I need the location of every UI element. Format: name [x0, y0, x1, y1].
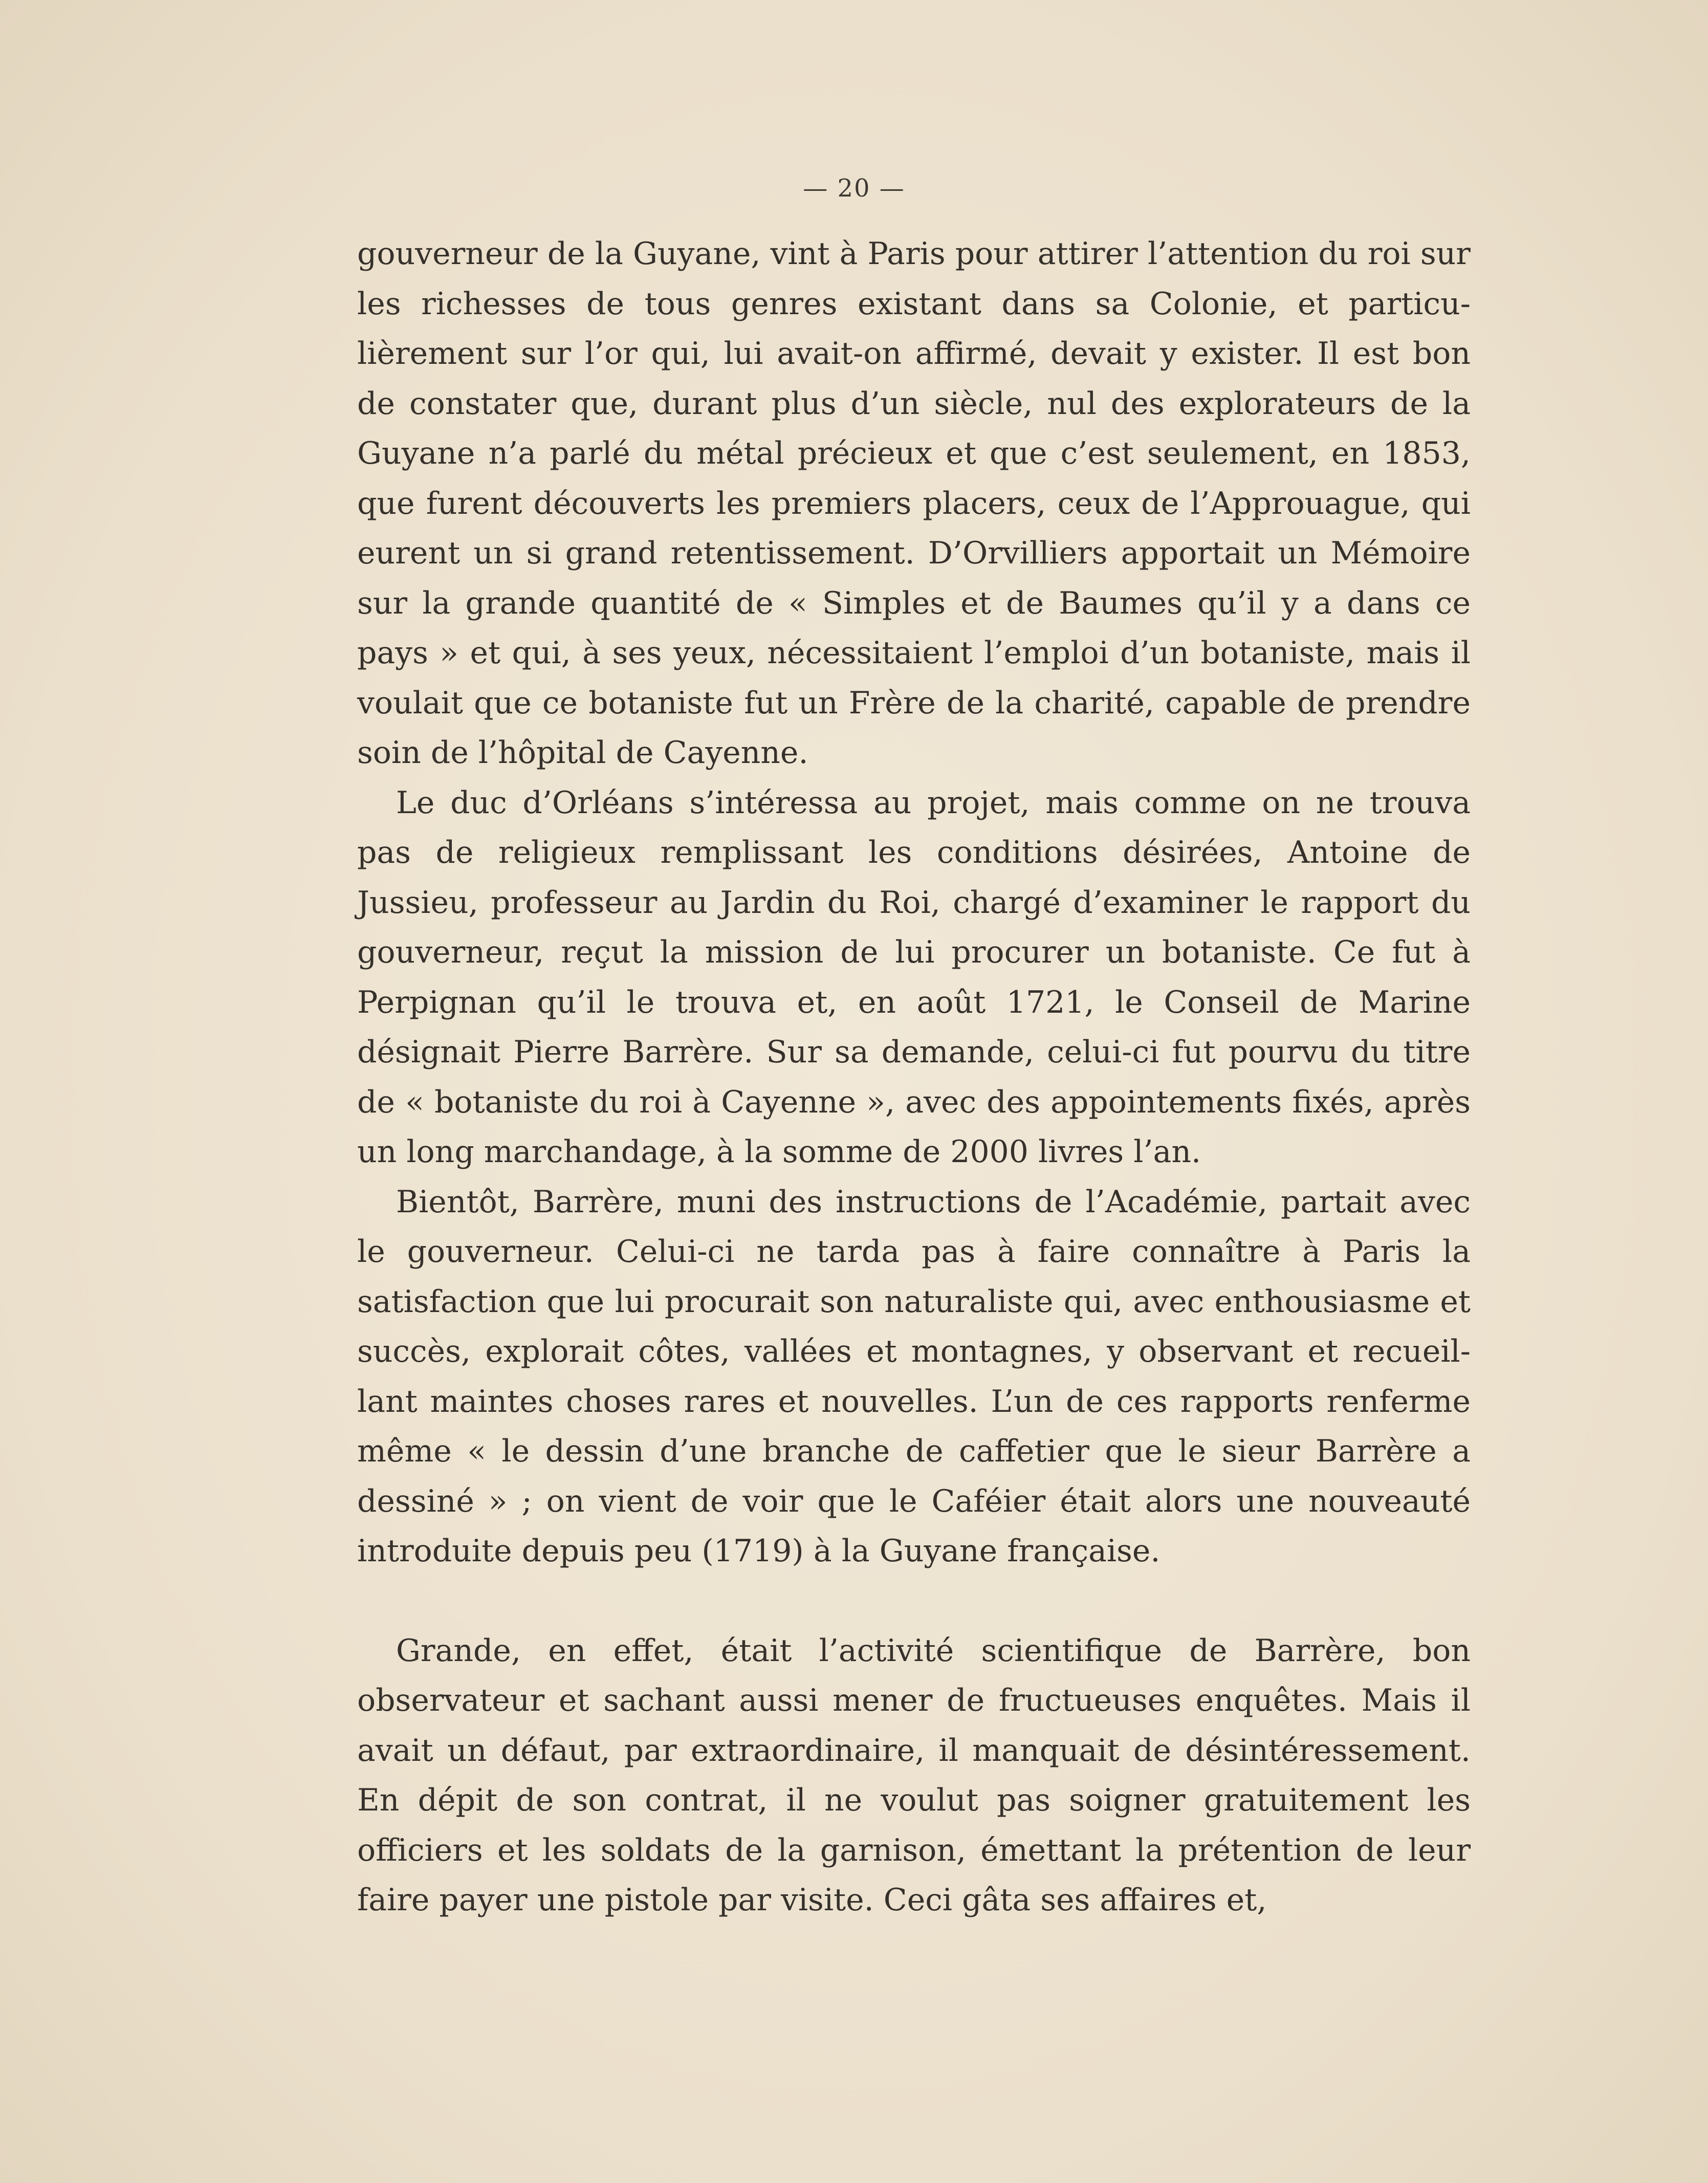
page-number: — 20 —: [803, 174, 905, 203]
paragraph-2: Le duc d’Orléans s’intéressa au projet, mais comme on ne trouva pas de religieux remplissant les conditions désirées, Antoine de Jussieu, professeur au Jardin du Roi, chargé d’examiner le rapport du gouverneur, reçut la mission de lui procurer un botaniste. Ce fut à Perpignan qu’il le trouva et, en août 1721, le Conseil de Marine désignait Pierre Barrère. Sur sa demande, celui-ci fut pourvu du titre de « botaniste du roi à Cayenne », avec des appointements fixés, après un long marchandage, à la somme de 2000 livres l’an.: [357, 784, 1471, 1170]
body-text: [357, 229, 1471, 1926]
paragraph-3: Bientôt, Barrère, muni des instructions de l’Académie, partait avec le gouverneur. Celui-ci ne tarda pas à faire connaître à Paris la satisfaction que lui procurait son naturaliste qui, avec enthousiasme et succès, explorait côtes, vallées et montagnes, y observant et recueillant maintes choses rares et nouvelles. L’un de ces rapports renferme même « le dessin d’une branche de caffetier que le sieur Barrère a dessiné » ; on vient de voir que le Caféier était alors une nouveauté introduite depuis peu (1719) à la Guyane française.: [357, 1184, 1471, 1569]
paragraph-4: Grande, en effet, était l’activité scientifique de Barrère, bon observateur et sachant aussi mener de fructueuses enquêtes. Mais il avait un défaut, par extraordinaire, il manquait de désintéressement. En dépit de son contrat, il ne voulut pas soigner gratuitement les officiers et les soldats de la garnison, émettant la prétention de leur faire payer une pistole par visite. Ceci gâta ses affaires et,: [357, 1632, 1471, 1918]
paragraph-1: gouverneur de la Guyane, vint à Paris pour attirer l’attention du roi sur les richesses de tous genres existant dans sa Colonie, et particulièrement sur l’or qui, lui avait-on affirmé, devait y exister. Il est bon de constater que, durant plus d’un siècle, nul des explorateurs de la Guyane n’a parlé du métal précieux et que c’est seulement, en 1853, que furent découverts les premiers placers, ceux de l’Approuague, qui eurent un si grand retentissement. D’Orvilliers apportait un Mémoire sur la grande quantité de « Simples et de Baumes qu’il y a dans ce pays » et qui, à ses yeux, nécessitaient l’emploi d’un botaniste, mais il voulait que ce botaniste fut un Frère de la charité, capable de prendre soin de l’hôpital de Cayenne.: [357, 236, 1471, 771]
